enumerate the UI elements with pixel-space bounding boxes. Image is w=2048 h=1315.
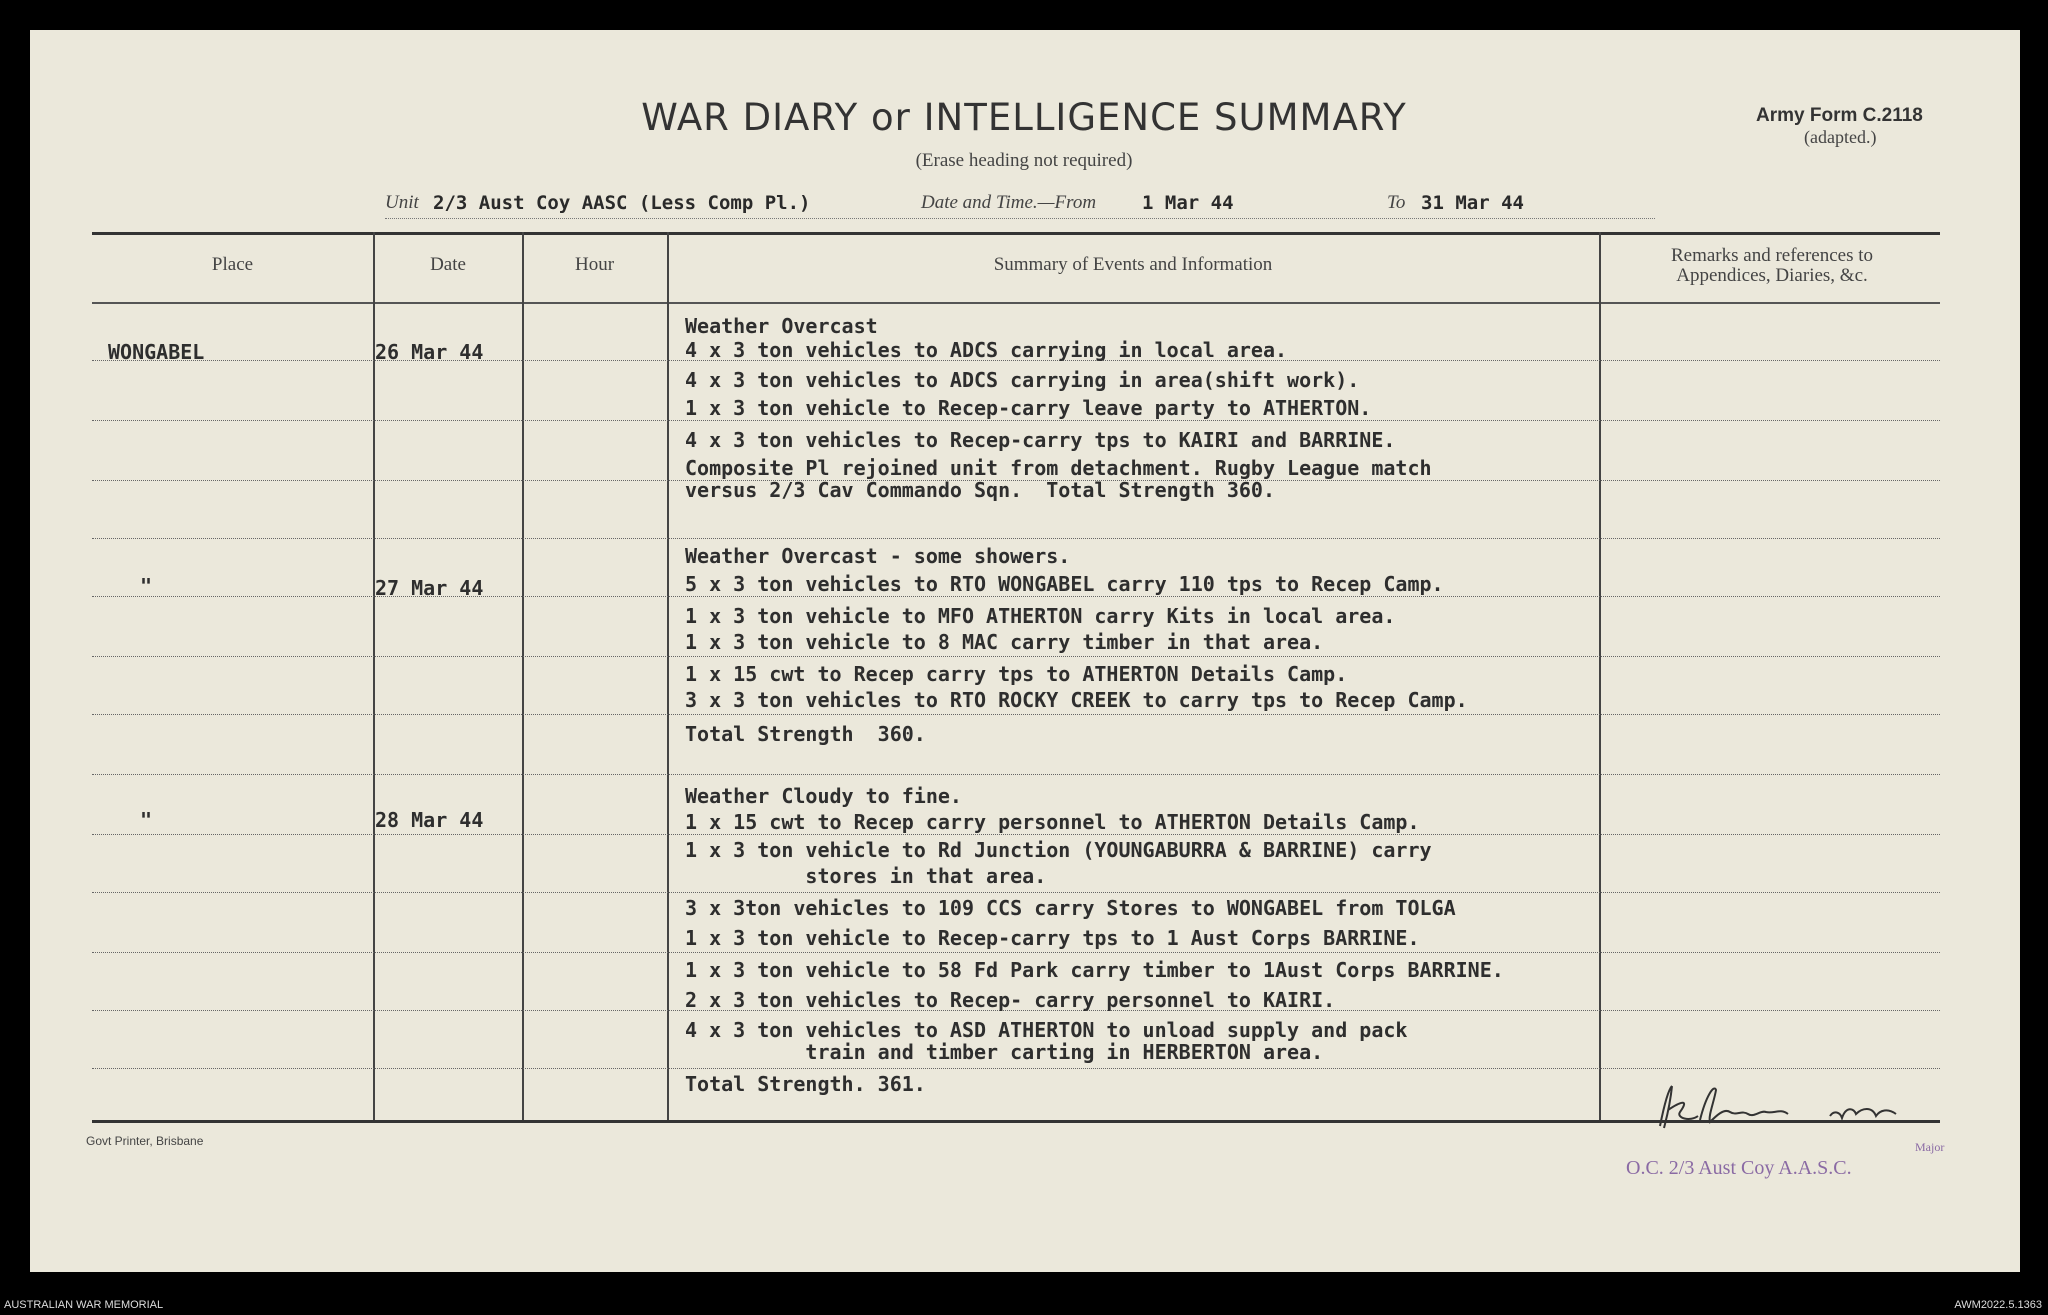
entry-line: 4 x 3 ton vehicles to ADCS carrying in local area. — [685, 338, 1288, 362]
entry-line: 1 x 3 ton vehicle to 58 Fd Park carry timber to 1Aust Corps BARRINE. — [685, 958, 1504, 982]
stamp-rank: Major — [1915, 1140, 1945, 1154]
entry-line: 1 x 3 ton vehicle to Rd Junction (YOUNGABURRA & BARRINE) carry — [685, 838, 1432, 862]
to-label: To — [1387, 192, 1406, 213]
ruled-line — [92, 952, 1940, 953]
col-header-remarks: Remarks and references to Appendices, Diaries, &c. — [1670, 245, 1874, 286]
entry-place-ditto: " — [140, 808, 153, 832]
ruled-line — [92, 892, 1940, 893]
entry-line: stores in that area. — [685, 864, 1047, 888]
entry-place-ditto: " — [140, 574, 153, 598]
entry-line: 2 x 3 ton vehicles to Recep- carry personnel to KAIRI. — [685, 988, 1336, 1012]
archive-credit: AUSTRALIAN WAR MEMORIAL — [4, 1299, 164, 1311]
from-date: 1 Mar 44 — [1142, 192, 1234, 214]
form-subtitle: (Erase heading not required) — [915, 150, 1133, 171]
unit-label: Unit — [385, 192, 419, 213]
entry-line: 5 x 3 ton vehicles to RTO WONGABEL carry 110 tps to Recep Camp. — [685, 572, 1444, 596]
entry-line: 4 x 3 ton vehicles to ASD ATHERTON to unload supply and pack — [685, 1018, 1408, 1042]
col-divider — [373, 232, 375, 1120]
entry-line: 1 x 15 cwt to Recep carry personnel to ATHERTON Details Camp. — [685, 810, 1420, 834]
to-date: 31 Mar 44 — [1421, 192, 1524, 214]
ruled-line — [92, 714, 1940, 715]
entry-date: 26 Mar 44 — [375, 340, 484, 364]
entry-line: train and timber carting in HERBERTON area. — [685, 1040, 1324, 1064]
entry-line: 1 x 3 ton vehicle to Recep-carry leave party to ATHERTON. — [685, 396, 1372, 420]
entry-place: WONGABEL — [108, 340, 205, 364]
ruled-line — [92, 774, 1940, 775]
ruled-line — [92, 834, 1940, 835]
ruled-line — [92, 596, 1940, 597]
unit-stamp: O.C. 2/3 Aust Coy A.A.S.C. — [1626, 1157, 1852, 1179]
entry-line: Total Strength. 361. — [685, 1072, 926, 1096]
unit-value: 2/3 Aust Coy AASC (Less Comp Pl.) — [433, 192, 811, 214]
printer-imprint: Govt Printer, Brisbane — [86, 1134, 204, 1148]
entry-line: Composite Pl rejoined unit from detachment. Rugby League match — [685, 456, 1432, 480]
entry-line: 1 x 15 cwt to Recep carry tps to ATHERTON Details Camp. — [685, 662, 1348, 686]
entry-line: 4 x 3 ton vehicles to Recep-carry tps to KAIRI and BARRINE. — [685, 428, 1396, 452]
archive-accession: AWM2022.5.1363 — [1954, 1299, 2042, 1311]
entry-line: Weather Overcast - some showers. — [685, 544, 1071, 568]
entry-line: versus 2/3 Cav Commando Sqn. Total Strength 360. — [685, 478, 1276, 502]
entry-line: 1 x 3 ton vehicle to MFO ATHERTON carry Kits in local area. — [685, 604, 1396, 628]
table-top-rule — [92, 232, 1940, 235]
entry-line: Weather Overcast — [685, 314, 878, 338]
handwritten-signature — [1650, 1076, 1970, 1136]
entry-line: 4 x 3 ton vehicles to ADCS carrying in area(shift work). — [685, 368, 1360, 392]
ruled-line — [92, 656, 1940, 657]
col-divider — [1599, 232, 1601, 1120]
entry-line: 1 x 3 ton vehicle to 8 MAC carry timber in that area. — [685, 630, 1324, 654]
unit-line — [385, 192, 1655, 219]
army-form-adapted: (adapted.) — [1804, 127, 1877, 147]
col-divider — [522, 232, 524, 1120]
entry-line: Weather Cloudy to fine. — [685, 784, 962, 808]
col-header-hour: Hour — [574, 254, 615, 275]
col-header-summary: Summary of Events and Information — [993, 254, 1273, 275]
army-form-number: Army Form C.2118 — [1756, 105, 1923, 126]
ruled-line — [92, 420, 1940, 421]
header-rule — [92, 302, 1940, 304]
entry-line: 3 x 3 ton vehicles to RTO ROCKY CREEK to carry tps to Recep Camp. — [685, 688, 1468, 712]
entry-line: 1 x 3 ton vehicle to Recep-carry tps to 1 Aust Corps BARRINE. — [685, 926, 1420, 950]
col-header-date: Date — [430, 254, 466, 275]
form-title: WAR DIARY or INTELLIGENCE SUMMARY — [641, 96, 1407, 139]
ruled-line — [92, 1068, 1940, 1069]
ruled-line — [92, 538, 1940, 539]
date-time-label: Date and Time.—From — [921, 192, 1097, 213]
diary-table — [92, 232, 1940, 1122]
entry-line: Total Strength 360. — [685, 722, 926, 746]
entry-line: 3 x 3ton vehicles to 109 CCS carry Stores to WONGABEL from TOLGA — [685, 896, 1456, 920]
entry-date: 27 Mar 44 — [375, 576, 484, 600]
col-header-place: Place — [211, 254, 254, 275]
entry-date: 28 Mar 44 — [375, 808, 484, 832]
col-divider — [667, 232, 669, 1120]
